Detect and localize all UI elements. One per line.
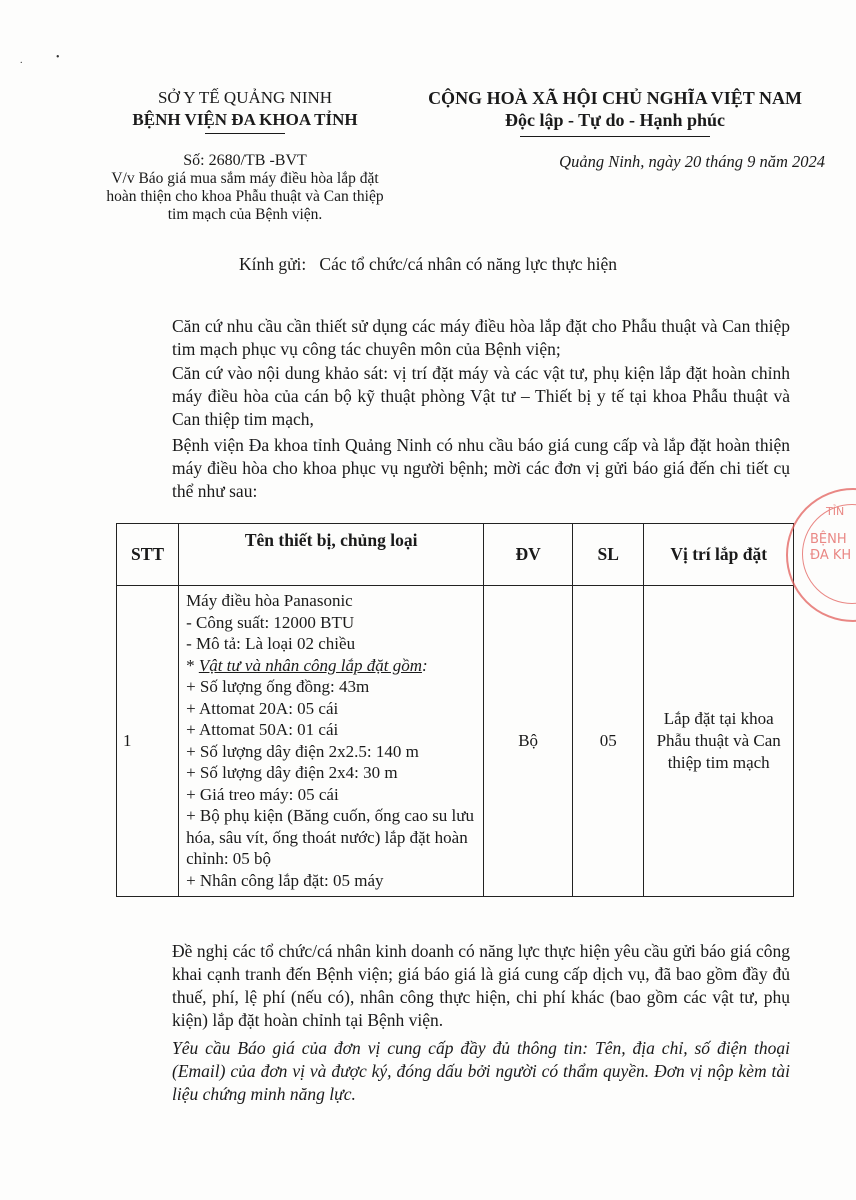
cell-stt: 1 <box>117 586 179 897</box>
item-line: + Số lượng dây điện 2x2.5: 140 m <box>186 741 419 761</box>
item-line: + Attomat 20A: 05 cái <box>186 698 339 718</box>
table-row <box>117 586 794 897</box>
scan-mark: . <box>20 55 23 66</box>
item-line <box>186 655 476 677</box>
red-stamp <box>786 488 856 622</box>
paragraph-text: Căn cứ vào nội dung khảo sát: vị trí đặt máy và các vật tư, phụ kiện lắp đặt hoàn chỉnh máy điều hòa của cán bộ kỹ thuật phòng Vật tư – Thiết bị y tế tại khoa Phẫu thuật và Can thiệp tim mạch, <box>172 363 790 429</box>
item-line: + Số lượng dây điện 2x4: 30 m <box>186 763 398 782</box>
col-header-quantity: SL <box>573 524 644 586</box>
scan-mark: • <box>56 52 60 63</box>
paragraph-basis-survey <box>130 362 790 431</box>
item-line-underlined: Vật tư và nhân công lắp đặt gồm <box>198 655 422 675</box>
org-underline <box>205 133 285 134</box>
stamp-text-top: TỈN <box>826 505 845 518</box>
item-line: + Attomat 50A: 01 cái <box>186 720 339 739</box>
cell-position: Lắp đặt tại khoa Phẫu thuật và Can thiệp tim mạch <box>644 586 794 897</box>
national-motto: Độc lập - Tự do - Hạnh phúc <box>504 110 726 130</box>
col-header-position: Vị trí lắp đặt <box>644 524 794 586</box>
org-parent: SỞ Y TẾ QUẢNG NINH <box>157 88 333 107</box>
item-line: + Giá treo máy: 05 cái <box>186 784 339 804</box>
item-line: + Số lượng ống đồng: 43m <box>186 677 370 696</box>
cell-quantity: 05 <box>573 586 644 897</box>
cell-item-description <box>179 586 484 897</box>
item-line: - Mô tả: Là loại 02 chiều <box>186 634 356 653</box>
paragraph-request <box>130 434 790 503</box>
item-line: - Công suất: 12000 BTU <box>186 612 355 632</box>
paragraph-text: Bệnh viện Đa khoa tỉnh Quảng Ninh có nhu cầu báo giá cung cấp và lắp đặt hoàn thiện máy điều hòa cho khoa phục vụ người bệnh; mời các đơn vị gửi báo giá đến chi tiết cụ thể như sau: <box>172 435 790 501</box>
col-header-name: Tên thiết bị, chủng loại <box>179 524 484 586</box>
item-line: Máy điều hòa Panasonic <box>186 591 353 610</box>
stamp-text-bottom: ĐA KH <box>810 548 852 563</box>
paragraph-quotation-requirement <box>130 940 790 1032</box>
recipient-line: Kính gửi: Các tổ chức/cá nhân có năng lực thực hiện <box>238 254 618 274</box>
stamp-text-mid: BỆNH <box>810 532 847 547</box>
item-line: + Nhân công lắp đặt: 05 máy <box>186 870 384 890</box>
paragraph-basis-need <box>130 315 790 361</box>
document-subject: V/v Báo giá mua sắm máy điều hòa lắp đặt hoàn thiện cho khoa Phẫu thuật và Can thiệp tim mạch của Bệnh viện. <box>106 170 384 223</box>
document-number: Số: 2680/TB -BVT <box>183 152 307 169</box>
paragraph-text: Căn cứ nhu cầu cần thiết sử dụng các máy điều hòa lắp đặt cho Phẫu thuật và Can thiệp tim mạch phục vụ công tác chuyên môn của Bệnh viện; <box>172 316 790 359</box>
item-line: + Bộ phụ kiện (Băng cuốn, ống cao su lưu hóa, sâu vít, ống thoát nước) lắp đặt hoàn chỉnh: 05 bộ <box>186 806 474 868</box>
col-header-stt: STT <box>117 524 179 586</box>
org-name: BỆNH VIỆN ĐA KHOA TỈNH <box>132 110 358 129</box>
cell-unit: Bộ <box>484 586 573 897</box>
stamp-lettering <box>810 505 852 564</box>
paragraph-text: Đề nghị các tổ chức/cá nhân kinh doanh có năng lực thực hiện yêu cầu gửi báo giá công khai cạnh tranh đến Bệnh viện; giá báo giá là giá cung cấp dịch vụ, đã bao gồm đầy đủ thuế, phí, lệ phí (nếu có), nhân công thực hiện, chi phí khác (bao gồm các vật tư, phụ kiện) lắp đặt hoàn chỉnh tại Bệnh viện. <box>172 941 790 1030</box>
equipment-table <box>116 523 794 897</box>
paragraph-text: Yêu cầu Báo giá của đơn vị cung cấp đầy đủ thông tin: Tên, địa chỉ, số điện thoại (Email) của đơn vị và được ký, đóng dấu bởi người có thẩm quyền. Đơn vị nộp kèm tài liệu chứng minh năng lực. <box>172 1038 790 1104</box>
table-header-row <box>117 524 794 586</box>
paragraph-quotation-info <box>130 1037 790 1106</box>
motto-underline <box>520 136 710 137</box>
national-title: CỘNG HOÀ XÃ HỘI CHỦ NGHĨA VIỆT NAM <box>428 88 802 108</box>
col-header-unit: ĐV <box>484 524 573 586</box>
item-line-suffix: : <box>421 655 428 675</box>
item-line-prefix: * <box>186 655 199 675</box>
document-date: Quảng Ninh, ngày 20 tháng 9 năm 2024 <box>559 152 825 171</box>
